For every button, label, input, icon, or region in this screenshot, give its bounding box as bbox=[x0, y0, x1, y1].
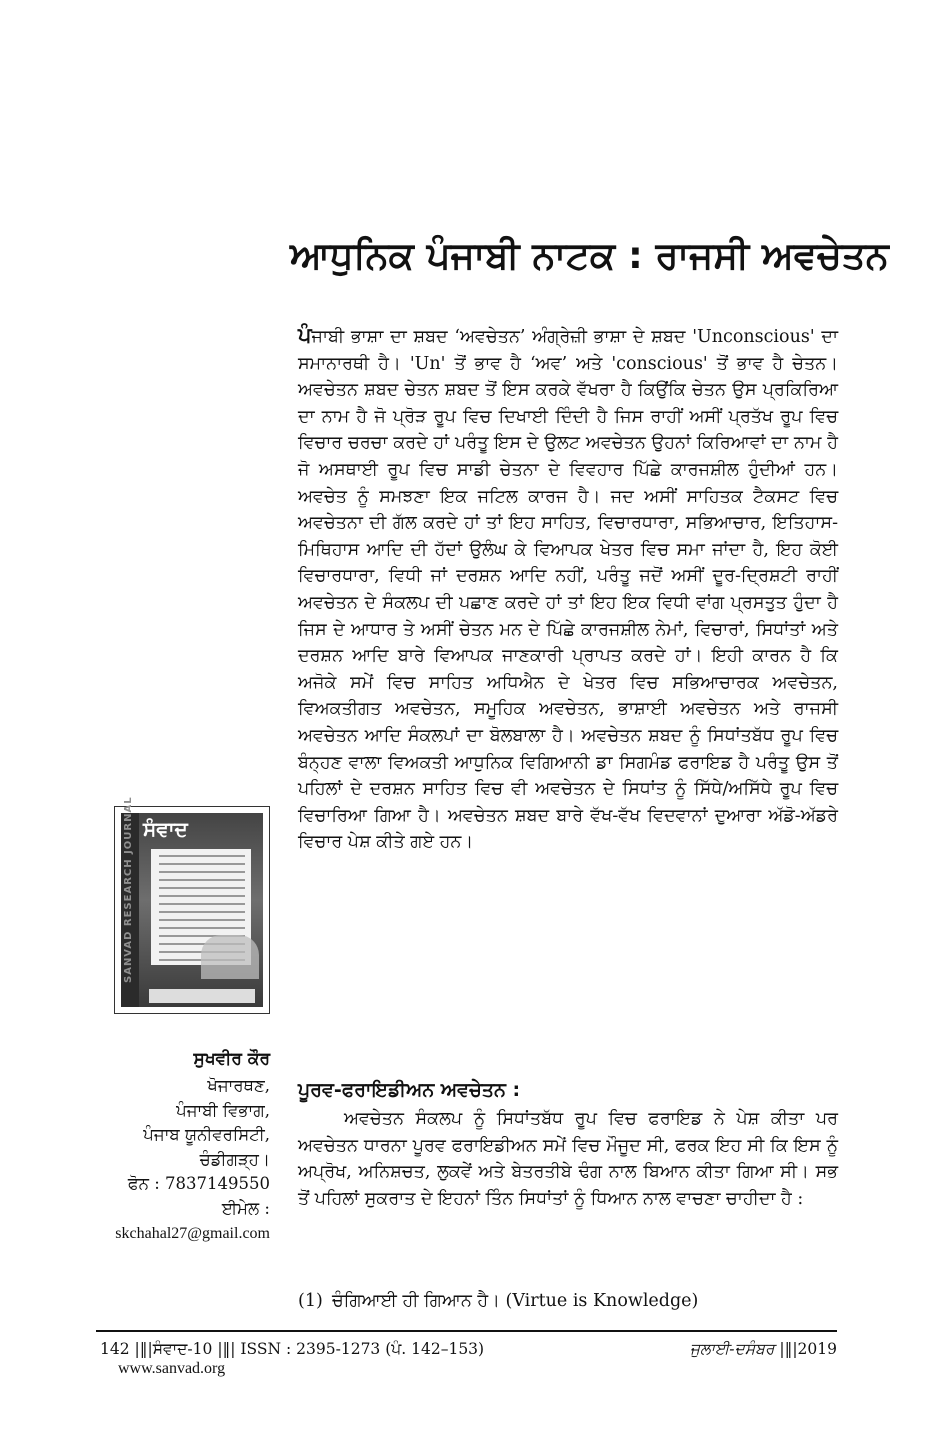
author-department: ਪੰਜਾਬੀ ਵਿਭਾਗ, bbox=[176, 1100, 270, 1120]
author-email-label: ਈਮੇਲ : bbox=[221, 1198, 270, 1218]
cover-spine bbox=[121, 796, 139, 1007]
footer-year: |‖|2019 bbox=[774, 1340, 837, 1358]
section-paragraph bbox=[298, 1106, 838, 1212]
article-title: ਆਧੁਨਿਕ ਪੰਜਾਬੀ ਨਾਟਕ : ਰਾਜਸੀ ਅਵਚੇਤਨ bbox=[290, 234, 889, 277]
footer-months: ਜੁਲਾਈ-ਦਸੰਬਰ bbox=[689, 1340, 775, 1358]
list-item-number: (1) bbox=[298, 1291, 323, 1311]
drop-cap: ਪੰ bbox=[298, 322, 312, 347]
author-block bbox=[96, 1044, 270, 1247]
list-item bbox=[298, 1288, 838, 1314]
intro-paragraph bbox=[298, 322, 838, 856]
footer-website: www.sanvad.org bbox=[118, 1360, 226, 1377]
list-item-text: ਚੰਗਿਆਈ ਹੀ ਗਿਆਨ ਹੈ। (Virtue is Knowledge) bbox=[332, 1291, 699, 1311]
footer-date bbox=[690, 1339, 837, 1359]
author-email: skchahal27@gmail.com bbox=[115, 1225, 270, 1242]
cover-footer-band bbox=[149, 989, 255, 1003]
author-phone: ਫੋਨ : 7837149550 bbox=[127, 1174, 270, 1193]
footer-rule bbox=[96, 1330, 837, 1332]
intro-text: ਜਾਬੀ ਭਾਸ਼ਾ ਦਾ ਸ਼ਬਦ ‘ਅਵਚੇਤਨ’ ਅੰਗ੍ਰੇਜ਼ੀ ਭਾਸ਼ਾ ਦੇ ਸ਼ਬਦ 'Unconscious' ਦਾ ਸਮਾਨਾਰਥੀ ਹੈ। 'Un' ਤੋਂ ਭਾਵ ਹੈ ‘ਅਵ’ ਅਤੇ 'conscious' ਤੋਂ ਭਾਵ ਹੈ ਚੇਤਨ। ਅਵਚੇਤਨ ਸ਼ਬਦ ਚੇਤਨ ਸ਼ਬਦ ਤੋਂ ਇਸ ਕਰਕੇ ਵੱਖਰਾ ਹੈ ਕਿਉਂਕਿ ਚੇਤਨ ਉਸ ਪ੍ਰਕਿਰਿਆ ਦਾ ਨਾਮ ਹੈ ਜੋ ਪ੍ਰੋੜ ਰੂਪ ਵਿਚ ਦਿਖਾਈ ਦਿੰਦੀ ਹੈ ਜਿਸ ਰਾਹੀਂ ਅਸੀਂ ਪ੍ਰਤੱਖ ਰੂਪ ਵਿਚ ਵਿਚਾਰ ਚਰਚਾ ਕਰਦੇ ਹਾਂ ਪਰੰਤੂ ਇਸ ਦੇ ਉਲਟ ਅਵਚੇਤਨ ਉਹਨਾਂ ਕਿਰਿਆਵਾਂ ਦਾ ਨਾਮ ਹੈ ਜੋ ਅਸਥਾਈ ਰੂਪ ਵਿਚ ਸਾਡੀ ਚੇਤਨਾ ਦੇ ਵਿਵਹਾਰ ਪਿੱਛੇ ਕਾਰਜਸ਼ੀਲ ਹੁੰਦੀਆਂ ਹਨ। ਅਵਚੇਤ ਨੂੰ ਸਮਝਣਾ ਇਕ ਜਟਿਲ ਕਾਰਜ ਹੈ। ਜਦ ਅਸੀਂ ਸਾਹਿਤਕ ਟੈਕਸਟ ਵਿਚ ਅਵਚੇਤਨਾ ਦੀ ਗੱਲ ਕਰਦੇ ਹਾਂ ਤਾਂ ਇਹ ਸਾਹਿਤ, ਵਿਚਾਰਧਾਰਾ, ਸਭਿਆਚਾਰ, ਇਤਿਹਾਸ-ਮਿਥਿਹਾਸ ਆਦਿ ਦੀ ਹੱਦਾਂ ਉਲੰਘ ਕੇ ਵਿਆਪਕ ਖੇਤਰ ਵਿਚ ਸਮਾ ਜਾਂਦਾ ਹੈ, ਇਹ ਕੋਈ ਵਿਚਾਰਧਾਰਾ, ਵਿਧੀ ਜਾਂ ਦਰਸ਼ਨ ਆਦਿ ਨਹੀਂ, ਪਰੰਤੂ ਜਦੋਂ ਅਸੀਂ ਦੂਰ-ਦ੍ਰਿਸ਼ਟੀ ਰਾਹੀਂ ਅਵਚੇਤਨ ਦੇ ਸੰਕਲਪ ਦੀ ਪਛਾਣ ਕਰਦੇ ਹਾਂ ਤਾਂ ਇਹ ਇਕ ਵਿਧੀ ਵਾਂਗ ਪ੍ਰਸਤੁਤ ਹੁੰਦਾ ਹੈ ਜਿਸ ਦੇ ਆਧਾਰ ਤੇ ਅਸੀਂ ਚੇਤਨ ਮਨ ਦੇ ਪਿੱਛੇ ਕਾਰਜਸ਼ੀਲ ਨੇਮਾਂ, ਵਿਚਾਰਾਂ, ਸਿਧਾਂਤਾਂ ਅਤੇ ਦਰਸ਼ਨ ਆਦਿ ਬਾਰੇ ਵਿਆਪਕ ਜਾਣਕਾਰੀ ਪ੍ਰਾਪਤ ਕਰਦੇ ਹਾਂ। ਇਹੀ ਕਾਰਨ ਹੈ ਕਿ ਅਜੋਕੇ ਸਮੇਂ ਵਿਚ ਸਾਹਿਤ ਅਧਿਐਨ ਦੇ ਖੇਤਰ ਵਿਚ ਸਭਿਆਚਾਰਕ ਅਵਚੇਤਨ, ਵਿਅਕਤੀਗਤ ਅਵਚੇਤਨ, ਸਮੂਹਿਕ ਅਵਚੇਤਨ, ਭਾਸ਼ਾਈ ਅਵਚੇਤਨ ਅਤੇ ਰਾਜਸੀ ਅਵਚੇਤਨ ਆਦਿ ਸੰਕਲਪਾਂ ਦਾ ਬੋਲਬਾਲਾ ਹੈ। ਅਵਚੇਤਨ ਸ਼ਬਦ ਨੂੰ ਸਿਧਾਂਤਬੱਧ ਰੂਪ ਵਿਚ ਬੰਨ੍ਹਣ ਵਾਲਾ ਵਿਅਕਤੀ ਆਧੁਨਿਕ ਵਿਗਿਆਨੀ ਡਾ ਸਿਗਮੰਡ ਫਰਾਇਡ ਹੈ ਪਰੰਤੂ ਉਸ ਤੋਂ ਪਹਿਲਾਂ ਦੇ ਦਰਸ਼ਨ ਸਾਹਿਤ ਵਿਚ ਵੀ ਅਵਚੇਤਨ ਦੇ ਸਿਧਾਂਤ ਨੂੰ ਸਿੱਧੇ/ਅਸਿੱਧੇ ਰੂਪ ਵਿਚ ਵਿਚਾਰਿਆ ਗਿਆ ਹੈ। ਅਵਚੇਤਨ ਸ਼ਬਦ ਬਾਰੇ ਵੱਖ-ਵੱਖ ਵਿਦਵਾਨਾਂ ਦੁਆਰਾ ਅੱਡੋ-ਅੱਡਰੇ ਵਿਚਾਰ ਪੇਸ਼ ਕੀਤੇ ਗਏ ਹਨ। bbox=[298, 327, 838, 853]
author-city: ਚੰਡੀਗੜ੍ਹ। bbox=[199, 1149, 270, 1169]
author-university: ਪੰਜਾਬ ਯੂਨੀਵਰਸਿਟੀ, bbox=[143, 1125, 270, 1144]
cover-building-graphic bbox=[201, 935, 259, 979]
section-heading: ਪੂਰਵ-ਫਰਾਇਡੀਅਨ ਅਵਚੇਤਨ : bbox=[298, 1079, 521, 1101]
journal-cover-image bbox=[114, 796, 270, 1014]
section-text: ਅਵਚੇਤਨ ਸੰਕਲਪ ਨੂੰ ਸਿਧਾਂਤਬੱਧ ਰੂਪ ਵਿਚ ਫਰਾਇਡ ਨੇ ਪੇਸ਼ ਕੀਤਾ ਪਰ ਅਵਚੇਤਨ ਧਾਰਨਾ ਪੂਰਵ ਫਰਾਇਡੀਅਨ ਸਮੇਂ ਵਿਚ ਮੌਜੂਦ ਸੀ, ਫਰਕ ਇਹ ਸੀ ਕਿ ਇਸ ਨੂੰ ਅਪ੍ਰੋਖ, ਅਨਿਸ਼ਚਤ, ਲੁਕਵੇਂ ਅਤੇ ਬੇਤਰਤੀਬੇ ਢੰਗ ਨਾਲ ਬਿਆਨ ਕੀਤਾ ਗਿਆ ਸੀ। ਸਭ ਤੋਂ ਪਹਿਲਾਂ ਸੁਕਰਾਤ ਦੇ ਇਹਨਾਂ ਤਿੰਨ ਸਿਧਾਂਤਾਂ ਨੂੰ ਧਿਆਨ ਨਾਲ ਵਾਚਣਾ ਚਾਹੀਦਾ ਹੈ : bbox=[298, 1109, 838, 1209]
author-role: ਖੋਜਾਰਥਣ, bbox=[207, 1076, 270, 1095]
footer-journal-info: 142 |‖|ਸੰਵਾਦ-10 |‖| ISSN : 2395-1273 (ਪੰ. 142–153) bbox=[100, 1340, 485, 1358]
author-name: ਸੁਖਵੀਰ ਕੌਰ bbox=[193, 1049, 270, 1069]
cover-artwork bbox=[121, 796, 263, 1007]
cover-spine-text: SANVAD RESEARCH JOURNAL bbox=[123, 796, 134, 983]
cover-title: ਸੰਵਾਦ bbox=[143, 817, 188, 841]
